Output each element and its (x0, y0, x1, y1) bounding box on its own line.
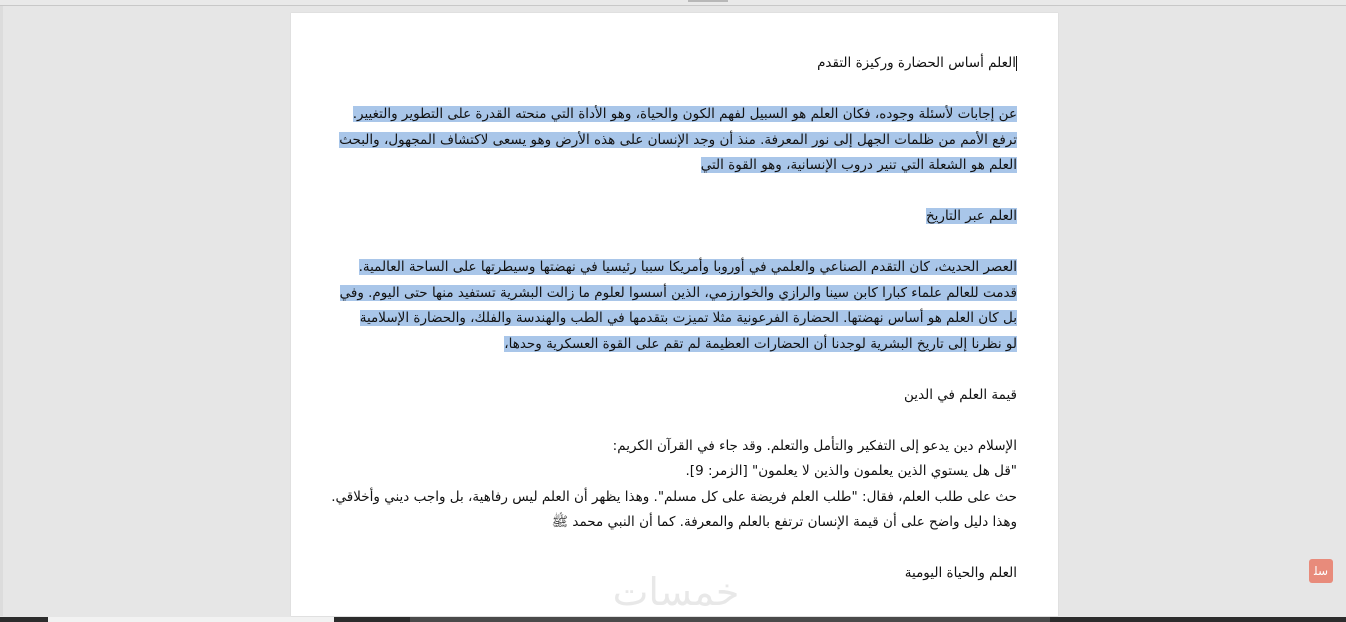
blank-line (327, 179, 1017, 205)
doc-line (327, 459, 1017, 485)
doc-line (327, 332, 1017, 358)
doc-line-text: العلم والحياة اليومية (904, 565, 1017, 581)
doc-line-text: الإسلام دين يدعو إلى التفكير والتأمل والتعلم. وقد جاء في القرآن الكريم: (612, 437, 1017, 454)
blank-line (327, 357, 1017, 383)
text-cursor (1016, 56, 1017, 71)
blank-line (327, 536, 1017, 562)
doc-line (327, 510, 1017, 536)
doc-line (327, 306, 1017, 332)
selected-text: عن إجابات لأسئلة وجوده، فكان العلم هو السبيل لفهم الكون والحياة، وهو الأداة التي منحته القدرة على التطوير والتغيير. (352, 106, 1017, 122)
doc-heading (327, 204, 1017, 230)
bottom-bar-segment (48, 617, 334, 622)
doc-heading (327, 383, 1017, 409)
doc-line-text: وهذا دليل واضح على أن قيمة الإنسان ترتفع بالعلم والمعرفة. كما أن النبي محمد ﷺ (551, 514, 1017, 530)
selected-text: العلم عبر التاريخ (925, 208, 1017, 224)
left-edge (0, 6, 3, 616)
watermark-logo: خمسات (612, 570, 740, 614)
ruler-handle[interactable] (688, 0, 728, 2)
doc-line (327, 102, 1017, 128)
selected-text: العلم هو الشعلة التي تنير دروب الإنسانية، وهو القوة التي (700, 157, 1017, 173)
doc-line-text: "قل هل يستوي الذين يعلمون والذين لا يعلمون" [الزمر: 9]. (685, 463, 1017, 479)
doc-line (327, 281, 1017, 307)
blank-line (327, 408, 1017, 434)
selected-text: قدمت للعالم علماء كبارا كابن سينا والرازي والخوارزمي، الذين أسسوا لعلوم ما زالت البشرية تستفيد منها حتى اليوم. وفي (339, 284, 1017, 301)
doc-line (327, 128, 1017, 154)
bottom-bar-segment (410, 617, 1050, 622)
doc-line-title (327, 51, 1017, 77)
doc-line (327, 255, 1017, 281)
doc-line-text: العلم أساس الحضارة وركيزة التقدم (817, 55, 1016, 71)
selected-text: ترفع الأمم من ظلمات الجهل إلى نور المعرفة. منذ أن وجد الإنسان على هذه الأرض وهو يسعى لاكتشاف المجهول، والبحث (339, 131, 1017, 148)
blank-line (327, 77, 1017, 103)
side-badge-icon[interactable]: ﺳﻠ (1309, 559, 1333, 583)
top-ruler (0, 0, 1346, 6)
doc-line (327, 153, 1017, 179)
doc-line (327, 485, 1017, 511)
document-page[interactable] (291, 13, 1058, 616)
doc-line (327, 434, 1017, 460)
document-body[interactable] (327, 51, 1017, 587)
doc-line-text: قيمة العلم في الدين (904, 386, 1017, 403)
doc-line-text: حث على طلب العلم، فقال: "طلب العلم فريضة على كل مسلم". وهذا يظهر أن العلم ليس رفاهية، بل واجب ديني وأخلاقي. (331, 488, 1017, 505)
blank-line (327, 230, 1017, 256)
selected-text: بل كان العلم هو أساس نهضتها. الحضارة الفرعونية مثلا تميزت بتقدمها في الطب والهندسة والفلك، والحضارة الإسلامية (359, 310, 1017, 326)
selected-text: لو نظرنا إلى تاريخ البشرية لوجدنا أن الحضارات العظيمة لم تقم على القوة العسكرية وحدها، (504, 335, 1017, 352)
selected-text: العصر الحديث، كان التقدم الصناعي والعلمي في أوروبا وأمريكا سببا رئيسيا في نهضتها وسيطرتها على الساحة العالمية. (358, 259, 1017, 275)
